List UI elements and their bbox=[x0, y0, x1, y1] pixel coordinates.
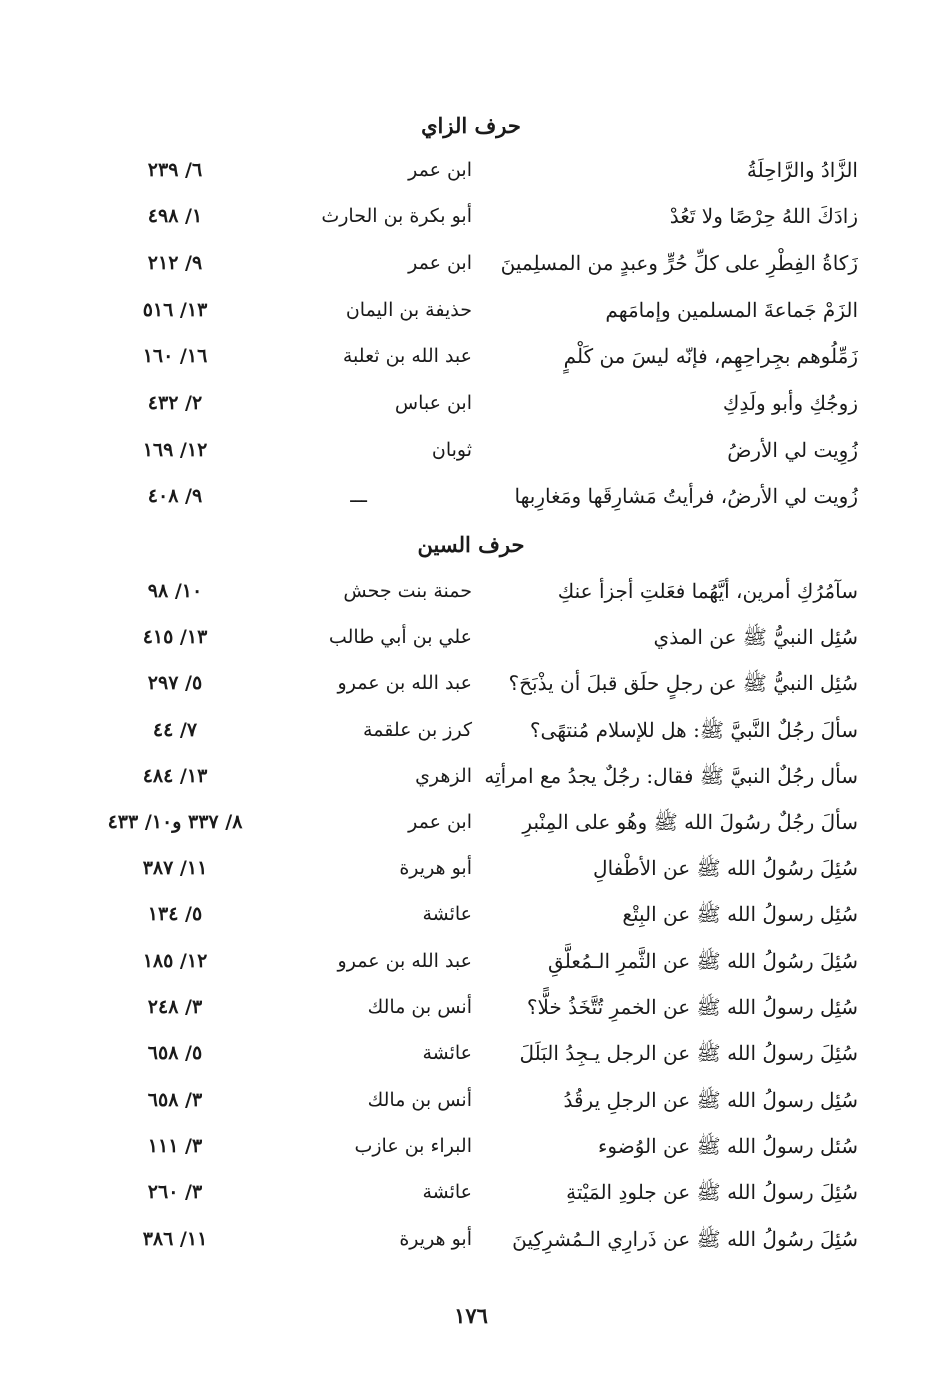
volume-page-reference: ٩/ ٢١٢ bbox=[147, 252, 203, 274]
hadith-text: سُئِل رسولُ الله ﷺ عن البِتْع bbox=[622, 902, 858, 926]
hadith-text: سُئِل النبيُّ ﷺ عن رجلٍ حلَق قبلَ أن يذْبَحَ؟ bbox=[508, 671, 858, 695]
narrator-name: ابن عمر bbox=[408, 252, 472, 274]
narrator-name: حمنة بنت جحش bbox=[343, 580, 472, 602]
index-row bbox=[0, 891, 942, 937]
volume-page-reference: ١٠/ ٩٨ bbox=[147, 580, 203, 602]
page-number: ١٧٦ bbox=[454, 1303, 488, 1328]
index-row bbox=[0, 984, 942, 1030]
index-row bbox=[0, 938, 942, 984]
volume-page-reference: ١/ ٤٩٨ bbox=[147, 205, 203, 227]
index-row bbox=[0, 614, 942, 660]
volume-page-reference: ٣/ ٢٤٨ bbox=[147, 996, 203, 1018]
hadith-text: سُئِلَ رسُولُ الله ﷺ عن ذَرارِي الـمُشرِكِينَ bbox=[512, 1227, 858, 1251]
volume-page-reference: ٥/ ٢٩٧ bbox=[147, 672, 203, 694]
index-row bbox=[0, 333, 942, 379]
volume-page-reference: ١٢/ ١٦٩ bbox=[142, 439, 208, 461]
index-row bbox=[0, 473, 942, 519]
narrator-name: أبو بكرة بن الحارث bbox=[321, 205, 472, 227]
volume-page-reference: ١٣/ ٤٨٤ bbox=[142, 765, 208, 787]
index-row bbox=[0, 753, 942, 799]
narrator-name: أبو هريرة bbox=[399, 857, 472, 879]
hadith-text: سُئِلَ رسُولُ الله ﷺ عن الأطْفالِ bbox=[593, 856, 858, 880]
volume-page-reference: ٦/ ٢٣٩ bbox=[147, 159, 203, 181]
hadith-text: سُئِل النبيُّ ﷺ عن المذي bbox=[653, 625, 858, 649]
hadith-text: زَمِّلُوهم بجِراحِهِم، فإنّه ليسَ من كَلْمٍ bbox=[563, 344, 858, 368]
index-row bbox=[0, 287, 942, 333]
index-row bbox=[0, 568, 942, 614]
volume-page-reference: ١١/ ٣٨٧ bbox=[142, 857, 208, 879]
narrator-name: عبد الله بن عمرو bbox=[337, 672, 472, 694]
hadith-text: سُئِل رسولُ الله ﷺ عن الرجلِ يرقُدُ bbox=[563, 1088, 858, 1112]
volume-page-reference: ٨/ ٣٣٧ و١٠/ ٤٣٣ bbox=[107, 811, 243, 833]
volume-page-reference: ٥/ ٦٥٨ bbox=[147, 1042, 203, 1064]
volume-page-reference: ٧/ ٤٤ bbox=[152, 719, 198, 741]
hadith-text: الزَّادُ والرَّاحِلَةُ bbox=[746, 158, 858, 182]
index-row bbox=[0, 1216, 942, 1262]
volume-page-reference: ٢/ ٤٣٢ bbox=[147, 392, 203, 414]
index-row bbox=[0, 799, 942, 845]
volume-page-reference: ١٦/ ١٦٠ bbox=[142, 345, 208, 367]
index-row bbox=[0, 845, 942, 891]
narrator-name: الزهري bbox=[415, 765, 472, 787]
hadith-text: سُئِلَ رسولُ الله ﷺ عن الرجل يـجِدُ البَلَلَ bbox=[519, 1041, 858, 1065]
volume-page-reference: ١٣/ ٥١٦ bbox=[142, 299, 208, 321]
section-heading-seen: حرف السين bbox=[417, 532, 525, 557]
hadith-text: سآمُرُكِ أمرين، أيَّهُما فعَلتِ أجزأ عنكِ bbox=[557, 579, 858, 603]
volume-page-reference: ١٣/ ٤١٥ bbox=[142, 626, 208, 648]
hadith-text: سُئِل رسولُ الله ﷺ عن الخمرِ تُتَّخَذُ خلًّا؟ bbox=[526, 995, 858, 1019]
volume-page-reference: ٥/ ١٣٤ bbox=[147, 903, 203, 925]
hadith-text: زوجُكِ وأبو ولَدِكِ bbox=[722, 391, 858, 415]
hadith-text: الزَمْ جَماعةَ المسلمين وإمامَهم bbox=[605, 298, 858, 322]
hadith-text: سُئل رسولُ الله ﷺ عن الوُضوء bbox=[597, 1134, 858, 1158]
volume-page-reference: ١٢/ ١٨٥ bbox=[142, 950, 208, 972]
narrator-name: ابن عباس bbox=[394, 392, 472, 414]
narrator-name: أبو هريرة bbox=[399, 1228, 472, 1250]
narrator-name: علي بن أبي طالب bbox=[328, 626, 472, 648]
index-row bbox=[0, 1123, 942, 1169]
narrator-name: عبد الله بن ثعلبة bbox=[342, 345, 472, 367]
hadith-text: سأل رجُلٌ النبيَّ ﷺ فقال: رجُلٌ يجدُ مع امرأتِه bbox=[484, 764, 858, 788]
volume-page-reference: ١١/ ٣٨٦ bbox=[142, 1228, 208, 1250]
narrator-name: ابن عمر bbox=[408, 159, 472, 181]
index-row bbox=[0, 1077, 942, 1123]
volume-page-reference: ٩/ ٤٠٨ bbox=[147, 485, 203, 507]
narrator-name: عائشة bbox=[422, 903, 472, 925]
hadith-text: سُئِلَ رسُولُ الله ﷺ عن الثَّمرِ الـمُعلَّقِ bbox=[548, 949, 858, 973]
narrator-name: أنس بن مالك bbox=[367, 1089, 472, 1111]
narrator-name: عائشة bbox=[422, 1181, 472, 1203]
hadith-text: زادَكَ اللهُ حِرْصًا ولا تَعُدْ bbox=[669, 204, 858, 228]
section-heading-zay: حرف الزاي bbox=[421, 113, 521, 138]
volume-page-reference: ٣/ ٢٦٠ bbox=[147, 1181, 203, 1203]
index-row bbox=[0, 193, 942, 239]
narrator-name: ـــ bbox=[350, 485, 367, 507]
narrator-name: البراء بن عازب bbox=[354, 1135, 472, 1157]
index-row bbox=[0, 1169, 942, 1215]
narrator-name: أنس بن مالك bbox=[367, 996, 472, 1018]
hadith-text: زُوِيت لي الأرضُ bbox=[727, 438, 858, 462]
volume-page-reference: ٣/ ٦٥٨ bbox=[147, 1089, 203, 1111]
volume-page-reference: ٣/ ١١١ bbox=[147, 1135, 203, 1157]
narrator-name: عائشة bbox=[422, 1042, 472, 1064]
index-row bbox=[0, 707, 942, 753]
index-row bbox=[0, 240, 942, 286]
index-row bbox=[0, 660, 942, 706]
hadith-text: سألَ رجُلٌ النَّبيَّ ﷺ: هل للإسلام مُنتهًى؟ bbox=[529, 718, 858, 742]
index-row bbox=[0, 147, 942, 193]
index-row bbox=[0, 427, 942, 473]
narrator-name: ثوبان bbox=[431, 439, 472, 461]
narrator-name: كرز بن علقمة bbox=[363, 719, 472, 741]
hadith-text: زَكاةُ الفِطْرِ على كلِّ حُرٍّ وعبدٍ من المسلِمينَ bbox=[500, 251, 858, 275]
index-row bbox=[0, 380, 942, 426]
hadith-text: سألَ رجُلٌ رسُولَ الله ﷺ وهُو على المِنْبرِ bbox=[522, 810, 858, 834]
hadith-text: سُئِلَ رسولُ الله ﷺ عن جلودِ المَيْتةِ bbox=[566, 1180, 858, 1204]
index-row bbox=[0, 1030, 942, 1076]
narrator-name: ابن عمر bbox=[408, 811, 472, 833]
narrator-name: حذيفة بن اليمان bbox=[345, 299, 472, 321]
hadith-text: زُويت لي الأرضُ، فرأيتُ مَشارِقَها ومَغارِبها bbox=[514, 484, 858, 508]
narrator-name: عبد الله بن عمرو bbox=[337, 950, 472, 972]
